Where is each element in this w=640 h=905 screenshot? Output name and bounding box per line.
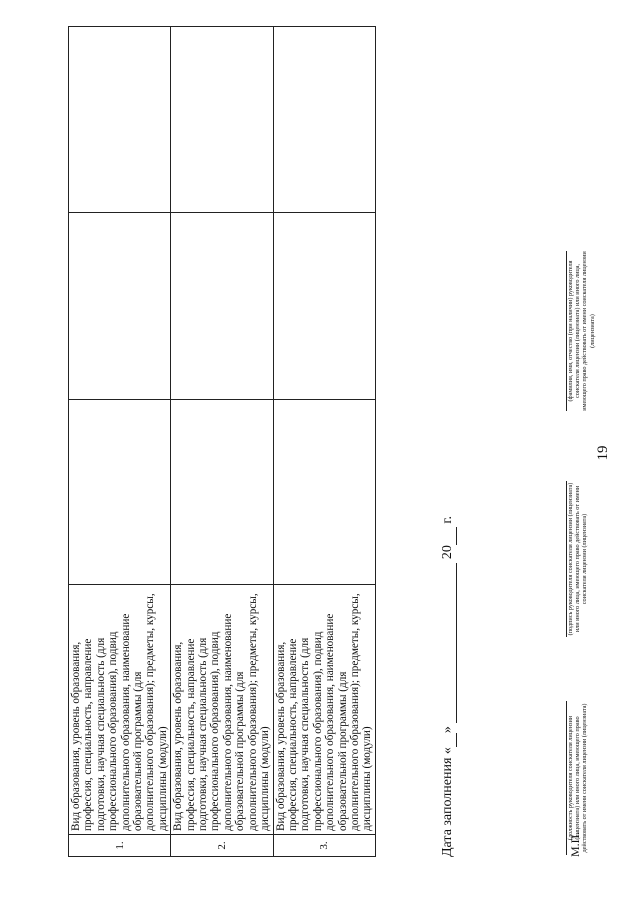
empty-cell bbox=[273, 400, 375, 585]
empty-cell bbox=[171, 213, 273, 400]
row-number: 3. bbox=[273, 835, 375, 857]
fill-date-year-prefix: 20 bbox=[440, 545, 455, 560]
empty-cell bbox=[171, 27, 273, 213]
name-caption: (фамилия, имя, отчество (при наличии) руководителя соискателя лицензии (лицензиата) или иного лица, имеющего право действовать от имени соискателя лицензии (лицензиата) bbox=[567, 251, 596, 411]
empty-cell bbox=[273, 27, 375, 213]
seal-label: М.П. bbox=[568, 831, 582, 857]
empty-cell bbox=[273, 213, 375, 400]
month-line bbox=[440, 563, 457, 723]
empty-cell bbox=[69, 400, 171, 585]
position-caption: (должность руководителя соискателя лицензии (лицензиата) или иного лица, имеющего право действовать от имени соискателя лицензии (лицензиата) bbox=[566, 701, 589, 855]
fill-date-label: Дата заполнения « bbox=[440, 747, 455, 857]
row-description: Вид образования, уровень образования, профессия, специальность, направление подготовки, научная специальность (для профессионального образования), подвид дополнительного образования, наименование образовательной программы (для дополнительного образования); предметы, курсы, дисциплины (модули) bbox=[171, 585, 273, 835]
row-number: 2. bbox=[171, 835, 273, 857]
page-number: 19 bbox=[595, 445, 611, 461]
table-row bbox=[171, 27, 273, 857]
empty-cell bbox=[171, 400, 273, 585]
day-line bbox=[440, 733, 457, 747]
table-row bbox=[69, 27, 171, 857]
row-number: 1. bbox=[69, 835, 171, 857]
fill-date bbox=[440, 516, 457, 857]
year-line bbox=[440, 527, 457, 545]
signature-caption: (подпись руководителя соискателя лицензии (лицензиата) или иного лица, имеющего право действовать от имени соискателя лицензии (лицензиата) bbox=[567, 482, 589, 636]
row-description: Вид образования, уровень образования, профессия, специальность, направление подготовки, научная специальность (для профессионального образования), подвид дополнительного образования, наименование образовательной программы (для дополнительного образования); предметы, курсы, дисциплины (модули) bbox=[69, 585, 171, 835]
programs-table bbox=[68, 26, 376, 857]
fill-date-close-quote: » bbox=[440, 726, 455, 734]
fill-date-year-suffix: г. bbox=[440, 515, 455, 524]
empty-cell bbox=[69, 213, 171, 400]
row-description: Вид образования, уровень образования, профессия, специальность, направление подготовки, научная специальность (для профессионального образования), подвид дополнительного образования, наименование образовательной программы (для дополнительного образования); предметы, курсы, дисциплины (модули) bbox=[273, 585, 375, 835]
table-row bbox=[273, 27, 375, 857]
empty-cell bbox=[69, 27, 171, 213]
